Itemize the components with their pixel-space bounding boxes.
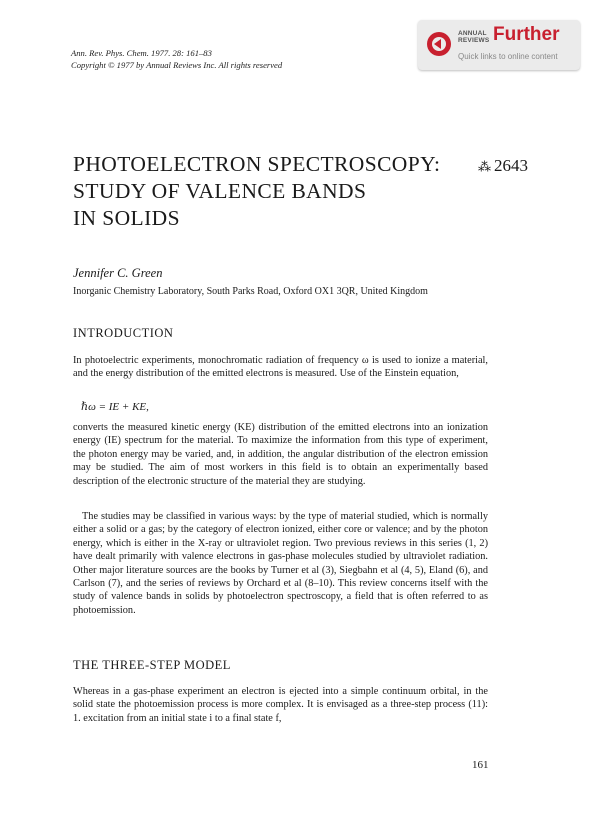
copyright-notice: Copyright © 1977 by Annual Reviews Inc. All rights reserved (71, 60, 283, 70)
model-paragraph-1: Whereas in a gas-phase experiment an electron is ejected into a simple continuum orbital, in the solid state the photoemission process is more complex. It is envisaged as a three-step process (11): 1. excitation from an initial state i to a final state f, (73, 686, 488, 724)
journal-citation: Ann. Rev. Phys. Chem. 1977. 28: 161–83 (71, 48, 212, 58)
further-link-badge[interactable] (418, 20, 580, 70)
annual-reviews-label: ANNUAL REVIEWS (458, 30, 490, 44)
annual-reviews-logo-icon (426, 31, 452, 57)
section-heading-three-step-model: THE THREE-STEP MODEL (73, 658, 231, 672)
article-title (73, 151, 440, 232)
article-id (478, 156, 528, 176)
title-line-3: IN SOLIDS (73, 206, 180, 230)
article-id-number: 2643 (494, 156, 528, 175)
intro-paragraph-2: converts the measured kinetic energy (KE) distribution of the emitted electrons into an ionization energy (IE) spectrum for the material. To maximize the information from this type of experiment, the photon energy may be varied, and, in addition, the angular distribution of the electron emission may be studied. The aim of most workers in this field is to obtain an experimentally based description of the electronic structure of the material they are studying. (73, 422, 488, 487)
author-name: Jennifer C. Green (73, 266, 163, 280)
intro-paragraph-3: The studies may be classified in various ways: by the type of material studied, which is normally either a solid or a gas; by the category of electron ionized, either core or valence; and by the photon energy, which is either in the X-ray or ultraviolet region. Two previous reviews in this series (1, 2) have dealt primarily with valence electrons in gas-phase molecules studied by ultraviolet radiation. Other major literature sources are the books by Turner et al (3), Siegbahn et al (4, 5), Eland (6), and Carlson (7), and the series of reviews by Orchard et al (8–10). This review concerns itself with the study of valence bands in solids by photoelectron spectroscopy, a field that is often referred to as photoemission. (73, 511, 488, 616)
intro-paragraph-1: In photoelectric experiments, monochromatic radiation of frequency ω is used to ionize a material, and the energy distribution of the emitted electrons is measured. Use of the Einstein equation, (73, 355, 488, 380)
author-affiliation: Inorganic Chemistry Laboratory, South Parks Road, Oxford OX1 3QR, United Kingdom (73, 286, 428, 297)
further-sublabel: Quick links to online content (458, 52, 558, 61)
page-number: 161 (472, 759, 489, 771)
title-line-2: STUDY OF VALENCE BANDS (73, 179, 367, 203)
einstein-equation: ℏω = IE + KE, (81, 401, 149, 413)
asterism-icon: ⁂ (478, 159, 491, 174)
journal-header (71, 47, 282, 71)
section-heading-introduction: INTRODUCTION (73, 326, 174, 340)
further-label: Further (493, 24, 560, 45)
title-line-1: PHOTOELECTRON SPECTROSCOPY: (73, 152, 441, 176)
